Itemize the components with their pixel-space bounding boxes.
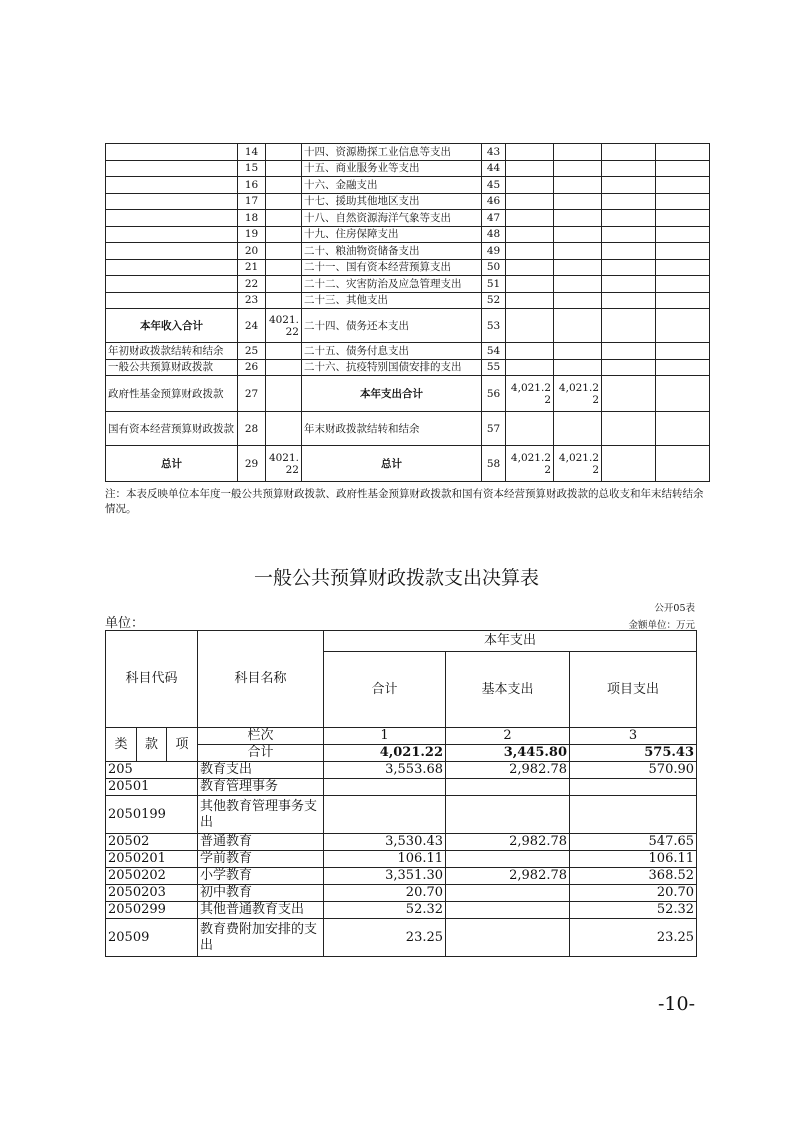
value-total: 23.25: [324, 919, 446, 957]
summary-left-amount: [266, 343, 302, 360]
value-total: 3,530.43: [324, 834, 446, 851]
value-basic: [446, 885, 570, 902]
summary-right-value-1: [506, 243, 554, 260]
summary-left-amount: [266, 359, 302, 376]
col-number-1: 1: [324, 728, 446, 745]
value-project: [570, 779, 697, 796]
summary-row: [106, 160, 710, 177]
summary-row: [106, 309, 710, 343]
summary-left-item: [106, 243, 238, 260]
table-row: [106, 762, 697, 779]
value-total: 106.11: [324, 851, 446, 868]
summary-right-value-2: [554, 144, 602, 161]
summary-left-amount: [266, 144, 302, 161]
summary-empty-cell: [602, 309, 656, 343]
summary-empty-cell: [602, 276, 656, 293]
summary-right-value-2: [554, 177, 602, 194]
summary-empty-cell: [602, 343, 656, 360]
summary-empty-cell: [656, 412, 710, 446]
subject-code: 2050203: [106, 885, 198, 902]
summary-right-line: 51: [482, 276, 506, 293]
amount-unit: 金额单位：万元: [628, 620, 695, 631]
summary-right-line: 57: [482, 412, 506, 446]
summary-empty-cell: [656, 276, 710, 293]
summary-right-value-2: [554, 359, 602, 376]
summary-left-item: [106, 177, 238, 194]
summary-left-line: 22: [238, 276, 266, 293]
summary-row: [106, 259, 710, 276]
summary-right-value-1: [506, 210, 554, 227]
summary-left-line: 29: [238, 446, 266, 482]
summary-left-item: [106, 160, 238, 177]
summary-right-value-2: [554, 210, 602, 227]
summary-left-item: 政府性基金预算财政拨款: [106, 376, 238, 412]
header-lei: 类: [106, 728, 137, 762]
summary-row: [106, 412, 710, 446]
summary-left-amount: [266, 243, 302, 260]
value-project: 547.65: [570, 834, 697, 851]
summary-left-amount: [266, 259, 302, 276]
summary-empty-cell: [656, 160, 710, 177]
summary-empty-cell: [656, 243, 710, 260]
summary-right-line: 55: [482, 359, 506, 376]
page-title: 一般公共预算财政拨款支出决算表: [253, 567, 539, 589]
summary-empty-cell: [602, 177, 656, 194]
summary-left-amount: [266, 193, 302, 210]
summary-left-item: 国有资本经营预算财政拨款: [106, 412, 238, 446]
table-row: [106, 902, 697, 919]
summary-left-item: [106, 193, 238, 210]
summary-empty-cell: [602, 446, 656, 482]
summary-right-line: 44: [482, 160, 506, 177]
summary-left-amount: [266, 376, 302, 412]
subject-code: 205: [106, 762, 198, 779]
summary-left-line: 14: [238, 144, 266, 161]
summary-empty-cell: [656, 292, 710, 309]
value-total: [324, 796, 446, 834]
summary-empty-cell: [656, 343, 710, 360]
summary-left-amount: [266, 412, 302, 446]
summary-row: [106, 210, 710, 227]
value-basic: 2,982.78: [446, 868, 570, 885]
subject-code: 20502: [106, 834, 198, 851]
summary-empty-cell: [656, 259, 710, 276]
col-number-3: 3: [570, 728, 697, 745]
summary-empty-cell: [602, 144, 656, 161]
summary-right-item: 十八、自然资源海洋气象等支出: [302, 210, 482, 227]
subject-name: 初中教育: [198, 885, 324, 902]
value-project: 52.32: [570, 902, 697, 919]
summary-right-item: 二十一、国有资本经营预算支出: [302, 259, 482, 276]
subject-code: 2050201: [106, 851, 198, 868]
summary-right-item: 十四、资源勘探工业信息等支出: [302, 144, 482, 161]
table-row: [106, 919, 697, 957]
summary-empty-cell: [656, 144, 710, 161]
summary-right-line: 46: [482, 193, 506, 210]
subject-name: 其他普通教育支出: [198, 902, 324, 919]
subject-code: 2050199: [106, 796, 198, 834]
summary-right-value-2: [554, 343, 602, 360]
summary-right-value-1: [506, 226, 554, 243]
summary-empty-cell: [656, 226, 710, 243]
summary-empty-cell: [602, 160, 656, 177]
value-basic: 2,982.78: [446, 762, 570, 779]
summary-left-item: [106, 292, 238, 309]
header-kuan: 款: [137, 728, 167, 762]
general-budget-expenditure-table: [105, 630, 697, 957]
summary-row: [106, 343, 710, 360]
summary-right-value-1: [506, 193, 554, 210]
summary-left-item: 本年收入合计: [106, 309, 238, 343]
value-project: 106.11: [570, 851, 697, 868]
summary-empty-cell: [656, 359, 710, 376]
subject-code: 2050299: [106, 902, 198, 919]
summary-left-line: 17: [238, 193, 266, 210]
value-basic: 2,982.78: [446, 834, 570, 851]
value-project: [570, 796, 697, 834]
summary-empty-cell: [602, 412, 656, 446]
summary-right-value-2: [554, 309, 602, 343]
summary-row: [106, 359, 710, 376]
table-row: [106, 796, 697, 834]
value-project: 20.70: [570, 885, 697, 902]
summary-empty-cell: [602, 243, 656, 260]
summary-empty-cell: [602, 226, 656, 243]
subject-name: 教育支出: [198, 762, 324, 779]
summary-right-line: 43: [482, 144, 506, 161]
summary-right-value-1: [506, 343, 554, 360]
value-project: 368.52: [570, 868, 697, 885]
summary-left-amount: [266, 177, 302, 194]
summary-right-value-2: [554, 292, 602, 309]
summary-right-item: 十七、援助其他地区支出: [302, 193, 482, 210]
header-basic: 基本支出: [446, 652, 570, 728]
summary-row: [106, 276, 710, 293]
summary-right-value-1: [506, 144, 554, 161]
summary-empty-cell: [602, 193, 656, 210]
summary-left-line: 15: [238, 160, 266, 177]
table-note: 注：本表反映单位本年度一般公共预算财政拨款、政府性基金预算财政拨款和国有资本经营预算财政拨款的总收支和年末结转结余情况。: [105, 488, 704, 515]
header-project: 项目支出: [570, 652, 697, 728]
summary-left-line: 25: [238, 343, 266, 360]
summary-right-item: 二十六、抗疫特别国债安排的支出: [302, 359, 482, 376]
summary-left-item: [106, 144, 238, 161]
summary-right-line: 53: [482, 309, 506, 343]
summary-right-value-1: [506, 412, 554, 446]
subject-code: 20501: [106, 779, 198, 796]
summary-row: [106, 376, 710, 412]
value-total: 52.32: [324, 902, 446, 919]
summary-left-item: [106, 259, 238, 276]
summary-left-amount: 4021.22: [266, 309, 302, 343]
summary-empty-cell: [656, 193, 710, 210]
subject-name: 学前教育: [198, 851, 324, 868]
table-row: [106, 885, 697, 902]
table-row: [106, 834, 697, 851]
subject-name: 其他教育管理事务支出: [198, 796, 324, 834]
summary-right-value-1: 4,021.22: [506, 376, 554, 412]
summary-right-value-1: [506, 160, 554, 177]
value-basic: [446, 851, 570, 868]
summary-empty-cell: [602, 359, 656, 376]
header-total: 合计: [324, 652, 446, 728]
summary-left-line: 20: [238, 243, 266, 260]
summary-left-item: 年初财政拨款结转和结余: [106, 343, 238, 360]
summary-left-item: 一般公共预算财政拨款: [106, 359, 238, 376]
summary-left-line: 28: [238, 412, 266, 446]
value-total: 3,553.68: [324, 762, 446, 779]
summary-empty-cell: [602, 292, 656, 309]
summary-right-value-2: 4,021.22: [554, 446, 602, 482]
summary-right-value-1: [506, 292, 554, 309]
summary-right-line: 47: [482, 210, 506, 227]
summary-right-value-2: [554, 160, 602, 177]
summary-right-value-2: [554, 276, 602, 293]
summary-left-amount: [266, 276, 302, 293]
summary-right-value-2: [554, 193, 602, 210]
table-row: [106, 868, 697, 885]
value-project: 570.90: [570, 762, 697, 779]
summary-left-line: 24: [238, 309, 266, 343]
summary-left-line: 21: [238, 259, 266, 276]
summary-empty-cell: [602, 259, 656, 276]
summary-row: [106, 226, 710, 243]
summary-right-item: 二十三、其他支出: [302, 292, 482, 309]
summary-right-line: 56: [482, 376, 506, 412]
summary-right-item: 本年支出合计: [302, 376, 482, 412]
summary-row: [106, 144, 710, 161]
summary-left-line: 26: [238, 359, 266, 376]
summary-right-item: 年末财政拨款结转和结余: [302, 412, 482, 446]
subject-name: 普通教育: [198, 834, 324, 851]
table-row: [106, 851, 697, 868]
summary-right-item: 二十、粮油物资储备支出: [302, 243, 482, 260]
summary-right-line: 49: [482, 243, 506, 260]
summary-empty-cell: [656, 210, 710, 227]
summary-left-amount: [266, 210, 302, 227]
subject-code: 2050202: [106, 868, 198, 885]
value-total: 20.70: [324, 885, 446, 902]
summary-left-amount: 4021.22: [266, 446, 302, 482]
summary-right-item: 二十二、灾害防治及应急管理支出: [302, 276, 482, 293]
summary-left-item: [106, 210, 238, 227]
summary-left-amount: [266, 292, 302, 309]
header-col-seq: 栏次: [198, 728, 324, 745]
summary-right-value-2: [554, 259, 602, 276]
summary-row: [106, 177, 710, 194]
summary-row: [106, 446, 710, 482]
summary-right-line: 54: [482, 343, 506, 360]
value-basic: [446, 919, 570, 957]
summary-right-value-2: [554, 226, 602, 243]
summary-left-item: 总计: [106, 446, 238, 482]
sum-basic: 3,445.80: [446, 745, 570, 762]
subject-name: 教育费附加安排的支出: [198, 919, 324, 957]
summary-right-line: 48: [482, 226, 506, 243]
summary-left-item: [106, 276, 238, 293]
col-number-2: 2: [446, 728, 570, 745]
summary-row: [106, 292, 710, 309]
summary-right-item: 二十四、债务还本支出: [302, 309, 482, 343]
summary-right-value-2: [554, 412, 602, 446]
summary-left-line: 16: [238, 177, 266, 194]
summary-left-line: 18: [238, 210, 266, 227]
summary-right-value-2: [554, 243, 602, 260]
summary-empty-cell: [656, 446, 710, 482]
summary-empty-cell: [656, 309, 710, 343]
page-number: -10-: [657, 993, 695, 1015]
summary-right-item: 十五、商业服务业等支出: [302, 160, 482, 177]
summary-empty-cell: [656, 177, 710, 194]
summary-right-value-2: 4,021.22: [554, 376, 602, 412]
value-total: 3,351.30: [324, 868, 446, 885]
summary-left-amount: [266, 226, 302, 243]
summary-left-line: 27: [238, 376, 266, 412]
summary-right-value-1: [506, 276, 554, 293]
header-xiang: 项: [167, 728, 198, 762]
summary-empty-cell: [656, 376, 710, 412]
value-project: 23.25: [570, 919, 697, 957]
table-number: 公开05表: [654, 603, 695, 614]
summary-right-value-1: 4,021.22: [506, 446, 554, 482]
summary-left-amount: [266, 160, 302, 177]
sum-total: 4,021.22: [324, 745, 446, 762]
summary-empty-cell: [602, 376, 656, 412]
summary-right-value-1: [506, 359, 554, 376]
sum-label: 合计: [198, 745, 324, 762]
summary-left-line: 19: [238, 226, 266, 243]
sum-project: 575.43: [570, 745, 697, 762]
summary-row: [106, 243, 710, 260]
value-total: [324, 779, 446, 796]
summary-right-item: 十九、住房保障支出: [302, 226, 482, 243]
table-row: [106, 779, 697, 796]
unit-label: 单位：: [105, 616, 145, 631]
summary-right-line: 50: [482, 259, 506, 276]
subject-name: 小学教育: [198, 868, 324, 885]
summary-right-value-1: [506, 259, 554, 276]
summary-empty-cell: [602, 210, 656, 227]
header-name: 科目名称: [198, 631, 324, 728]
summary-right-value-1: [506, 177, 554, 194]
header-code: 科目代码: [106, 631, 198, 728]
value-basic: [446, 902, 570, 919]
summary-right-line: 45: [482, 177, 506, 194]
summary-right-item: 二十五、债务付息支出: [302, 343, 482, 360]
summary-right-item: 十六、金融支出: [302, 177, 482, 194]
subject-code: 20509: [106, 919, 198, 957]
value-basic: [446, 779, 570, 796]
summary-right-value-1: [506, 309, 554, 343]
summary-right-line: 52: [482, 292, 506, 309]
value-basic: [446, 796, 570, 834]
summary-row: [106, 193, 710, 210]
summary-right-item: 总计: [302, 446, 482, 482]
summary-left-line: 23: [238, 292, 266, 309]
subject-name: 教育管理事务: [198, 779, 324, 796]
income-expense-summary-table: [105, 143, 710, 482]
summary-left-item: [106, 226, 238, 243]
summary-right-line: 58: [482, 446, 506, 482]
header-current-year-expenditure: 本年支出: [324, 631, 697, 652]
